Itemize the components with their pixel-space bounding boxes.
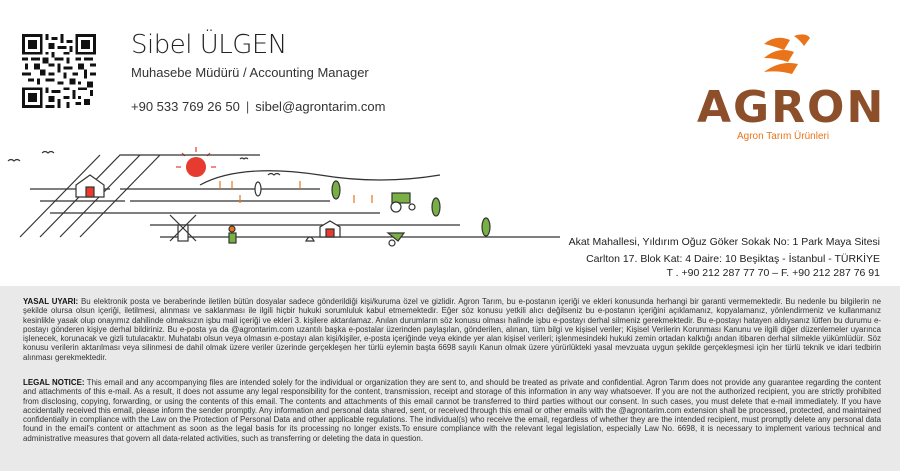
address-line-1: Akat Mahallesi, Yıldırım Oğuz Göker Sokak No: 1 Park Maya Sitesi — [568, 236, 880, 248]
phone-fax-line: T . +90 212 287 77 70 – F. +90 212 287 76 91 — [666, 267, 880, 279]
contact-separator: | — [245, 99, 250, 114]
legal-label-en: LEGAL NOTICE: — [23, 378, 85, 387]
job-title: Muhasebe Müdürü / Accounting Manager — [131, 65, 369, 80]
tractor-icon — [391, 193, 415, 212]
legal-notice-tr — [23, 297, 881, 362]
farm-illustration — [0, 145, 600, 280]
agron-logo — [697, 32, 886, 144]
phone-number[interactable]: +90 533 769 26 50 — [131, 99, 240, 114]
wheat-leaf-icon — [760, 32, 814, 84]
legal-notice-en — [23, 378, 881, 443]
logo-wordmark: AGRON — [697, 82, 886, 133]
legal-text-tr: Bu elektronik posta ve beraberinde iletilen bütün dosyalar sadece gönderildiği kişi/kuruma özel ve gizlidir. Agron Tarım, bu e-postanın içeriği ve ekleri konusunda herhangi bir garanti vermemektedir. Bu nedenle bu bilgilerin ne şekilde olursa olsun içeriği, iletilmesi, alınması ve saklanması ile ilgili hiçbir hukuki sorumluluk kabul etmemektedir. Eğer söz konusu yetkili alıcı değilseniz bu e-postanın içeriğini açıklamanız, kopyalamanız, yönlendirmeniz ve kullanmanız kesinlikle yasak olup onayımız dahilinde olmaksızın işbu mail içeriği ve ekleri 3. kişilere aktarılamaz. Anılan durumların söz konusu olması halinde işbu e-postayı derhal silmeniz gerekmektedir. Bu e-postayı hatayen aldıysanız lütfen bu durumu e-postayı gönderen kişiye derhal bildiriniz. Bu e-posta ya da @agrontarim.com uzantılı başka e-postalar üzerinden paylaşılan, gönderilen, alınan, tüm bilgi ve kişisel veriler; Kişisel Verilerin Korunması Kanunu ve ilgili diğer düzenlemeler uyarınca işlenecek, korunacak ve gizli tutulacaktır. Muhatabı olsun veya olmasın e-postayı alan kişi/kişiler, e-posta içeriğinde veya ekinde yer alan kişisel verileri; işlenmesindeki hukuki zemin ortadan kalktığı andan itibaren derhal silmekle yükümlüdür. Söz konusu verilerin aktarılması veya silinmesi de dahil olmak üzere veriler üzerinde gerçekleşen her türlü eylemin başta 6698 sayılı Kanun olmak üzere yürürlükteki yasal mevzuata uygun şekilde gerçekleşmesi için her türlü teknik ve idari tedbirin alınması gerekmektedir. — [23, 297, 881, 362]
email-link[interactable]: sibel@agrontarim.com — [255, 99, 386, 114]
logo-tagline: Agron Tarım Ürünleri — [737, 131, 830, 142]
goose-icon — [306, 237, 314, 241]
person-name: Sibel ÜLGEN — [131, 30, 287, 60]
farmer-icon — [229, 226, 236, 243]
address-line-2: Carlton 17. Blok Kat: 4 Daire: 10 Beşiktaş - İstanbul - TÜRKİYE — [586, 253, 880, 265]
contact-line — [131, 99, 385, 114]
wheelbarrow-icon — [388, 233, 404, 246]
legal-text-en: This email and any accompanying files are intended solely for the individual or organization they are sent to, and should be treated as private and confidential. Agron Tarım does not provide any guarantee regarding the content and attachments of this e-mail. As a result, it does not assume any legal responsibility for the content, transmission, receipt and storage of this information in any way whatsoever. If you are not the authorized recipient, you are strictly prohibited from disclosing, copying, forwarding, or using the contents of this email. The contents and attachments of this email cannot be transferred to third parties without our consent. In such cases, you must delete that e-mail immediately. If you have accidentally received this email, please inform the sender promptly. Any information and personal data shared, sent, or received through this email or other emails with the @agrontarim.com extension shall be processed, protected, and maintained confidentially in compliance with the Law on the Protection of Personal Data and other applicable regulations. The individual(s) who receive the email, regardless of whether they are the intended recipient, must promptly delete any personal data found in the email's content or attachment as soon as the legal basis for its processing no longer exists.To ensure compliance with the relevant legal legislation, especially Law No. 6698, it is necessary to implement various technical and administrative measures that govern all data-related activities, such as transferring or deleting the data in question. — [23, 378, 881, 443]
sun-icon — [176, 147, 216, 177]
wheat-icon — [220, 181, 372, 203]
windmill-icon — [170, 215, 196, 241]
barn-icon — [76, 175, 104, 197]
legal-label-tr: YASAL UYARI: — [23, 297, 79, 306]
farmhouse-icon — [320, 221, 340, 237]
qr-code-icon — [22, 34, 96, 108]
